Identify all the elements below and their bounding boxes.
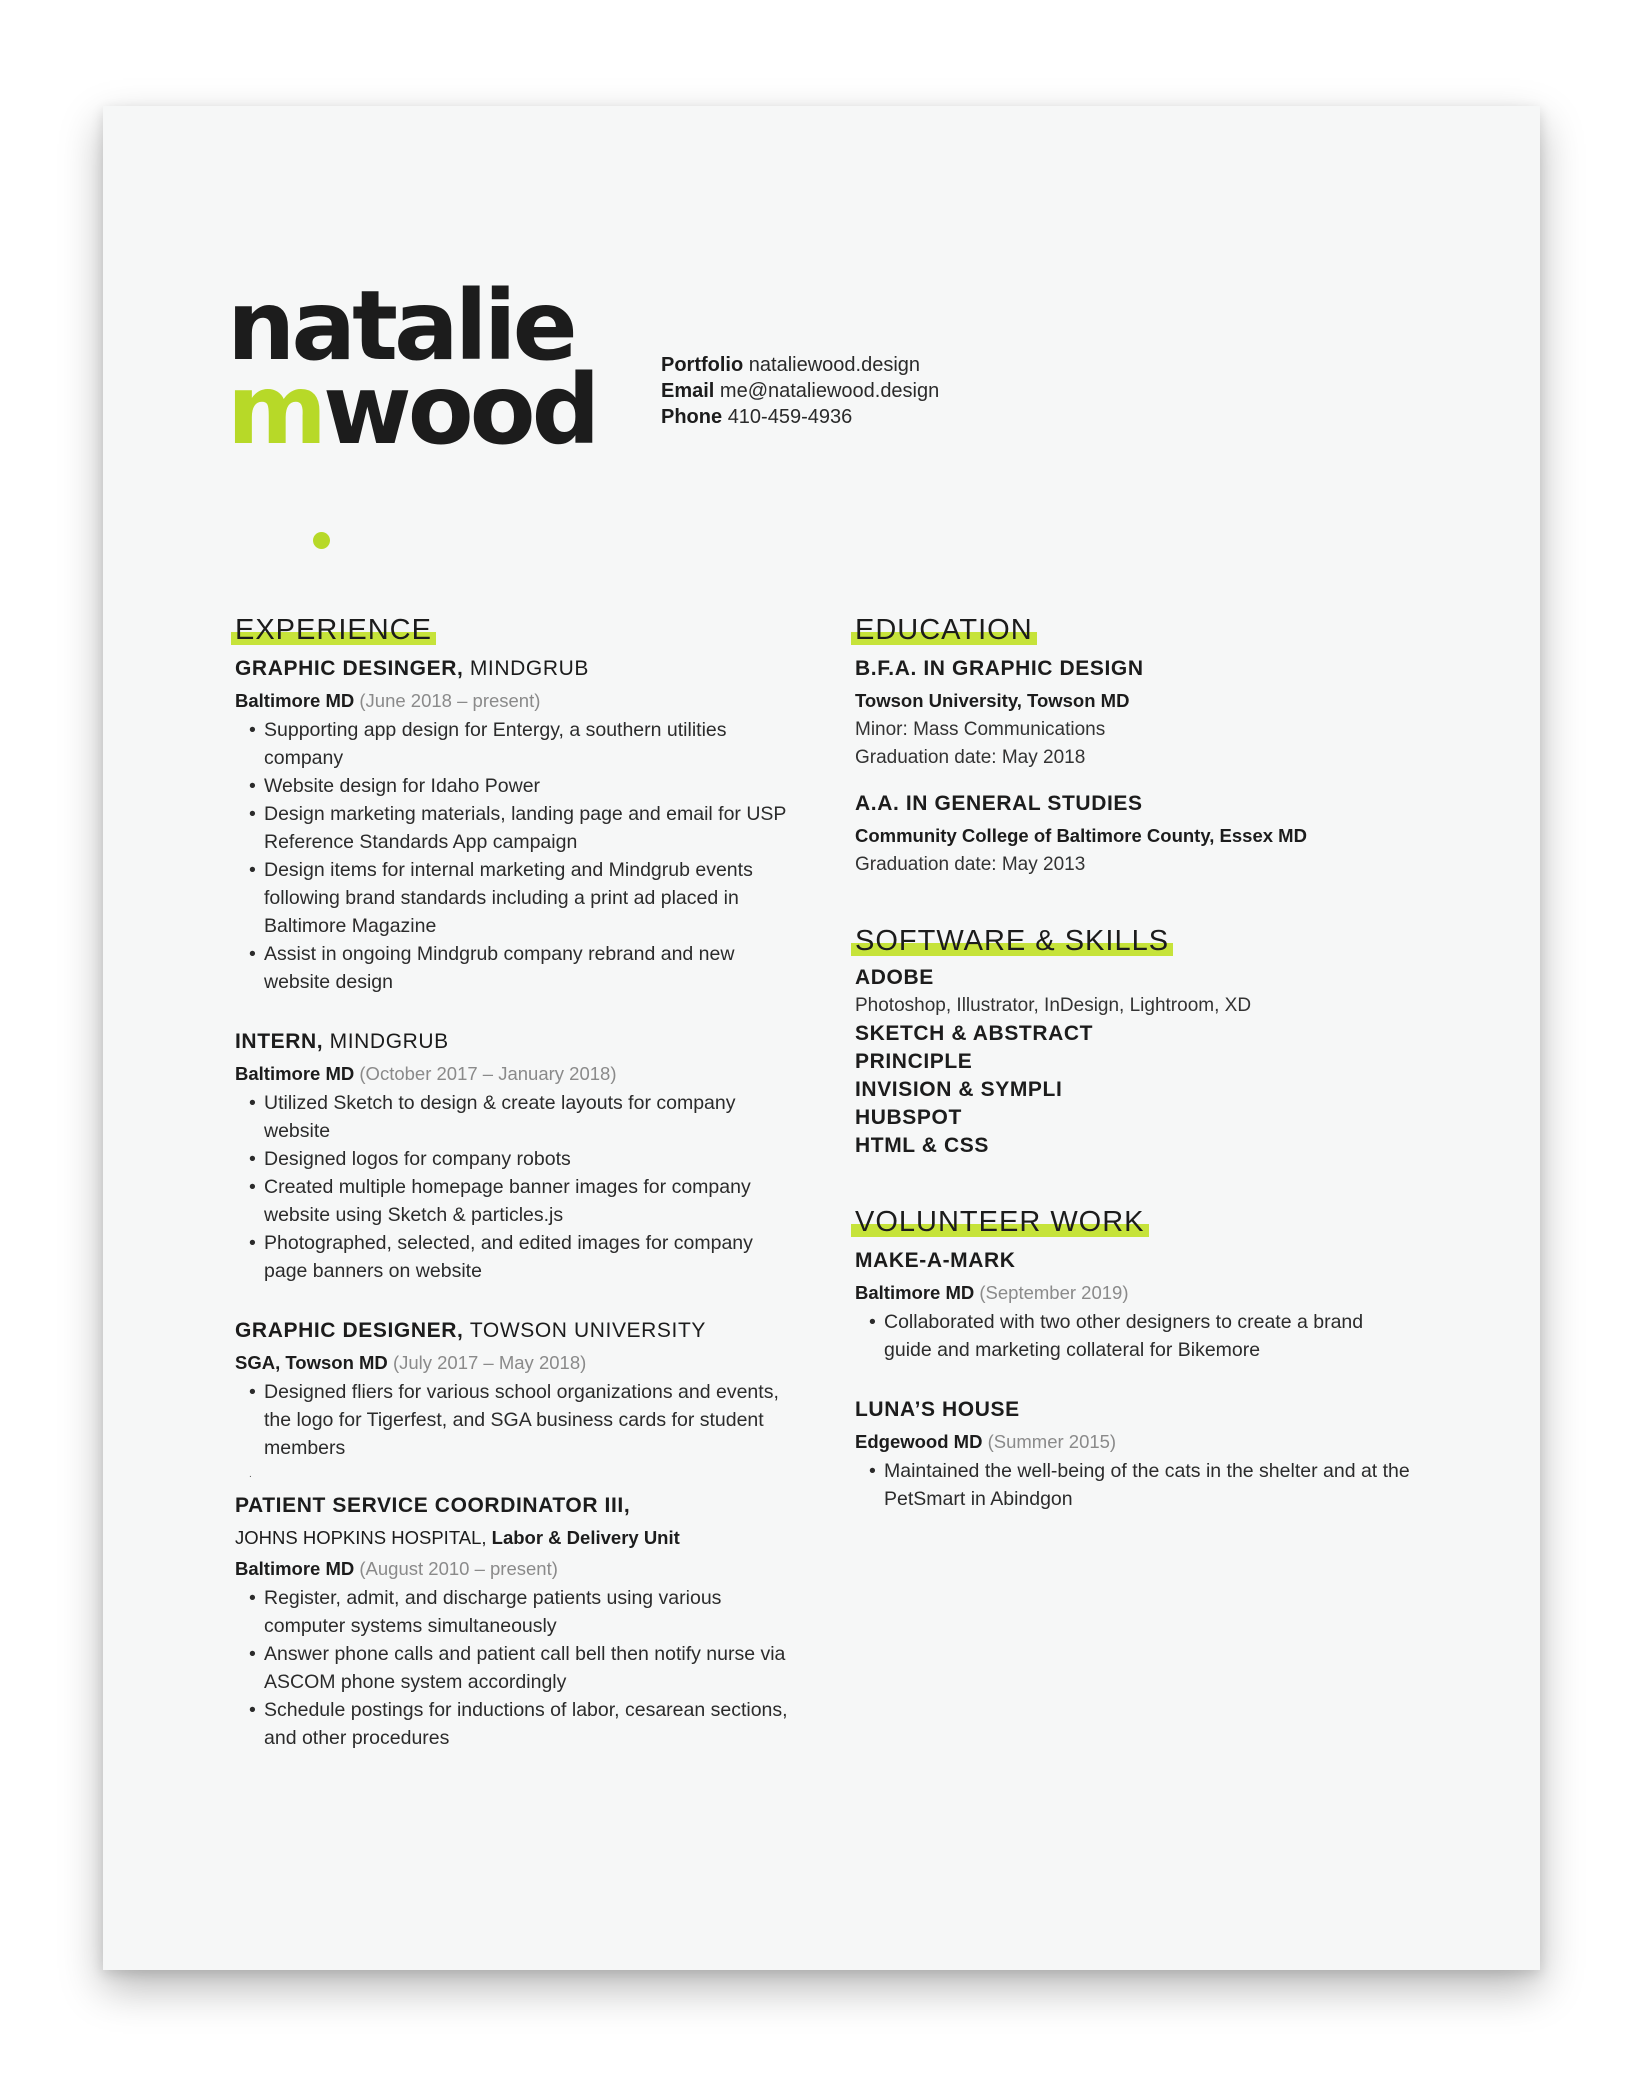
list-item: • Register, admit, and discharge patients using various computer systems simultaneously	[249, 1584, 795, 1640]
skill-heading: HTML & CSS	[855, 1134, 989, 1157]
education-detail: Minor: Mass Communications	[855, 719, 1106, 740]
skill-detail: Photoshop, Illustrator, InDesign, Lightroom, XD	[855, 995, 1252, 1016]
bullet-list	[855, 1457, 1415, 1513]
experience-entry	[235, 1490, 795, 1752]
list-item: • Created multiple homepage banner images for company website using Sketch & particles.js	[249, 1173, 795, 1229]
phone-link[interactable]: 410-459-4936	[727, 406, 853, 428]
job-department: Labor & Delivery Unit	[491, 1527, 680, 1548]
contact-phone	[661, 404, 939, 430]
email-link[interactable]: me@nataliewood.design	[719, 380, 940, 402]
skill-heading: HUBSPOT	[855, 1106, 962, 1129]
contact-label: Phone	[661, 406, 723, 428]
education-section	[855, 614, 1415, 879]
volunteer-entry	[855, 1394, 1415, 1513]
list-item: • Answer phone calls and patient call bell then notify nurse via ASCOM phone system accordingly	[249, 1640, 795, 1696]
experience-entry	[235, 653, 795, 996]
school-name: Towson University, Towson MD	[855, 690, 1130, 711]
contact-email	[661, 378, 939, 404]
job-dates: (July 2017 – May 2018)	[392, 1352, 587, 1373]
volunteer-name: MAKE-A-MARK	[855, 1249, 1016, 1272]
volunteer-name: LUNA’S HOUSE	[855, 1398, 1020, 1421]
list-item: • Utilized Sketch to design & create layouts for company website	[249, 1089, 795, 1145]
job-role: GRAPHIC DESINGER,	[235, 657, 464, 680]
education-entry	[855, 788, 1415, 879]
volunteer-dates: (Summer 2015)	[987, 1431, 1117, 1452]
list-item: • Design marketing materials, landing page and email for USP Reference Standards App campaign	[249, 800, 795, 856]
bullet-list	[235, 716, 795, 996]
education-detail: Graduation date: May 2018	[855, 747, 1086, 768]
section-title: EXPERIENCE	[231, 614, 436, 647]
experience-section	[235, 614, 795, 1752]
logo-accent-dot	[313, 532, 330, 549]
entry-employer	[235, 1522, 795, 1553]
volunteer-location: Baltimore MD	[855, 1282, 975, 1303]
job-dates: (June 2018 – present)	[359, 690, 541, 711]
contact-label: Email	[661, 380, 715, 402]
skill-heading: SKETCH & ABSTRACT	[855, 1022, 1094, 1045]
bullet-list	[235, 1378, 795, 1462]
list-item: • Website design for Idaho Power	[249, 772, 795, 800]
stray-mark: .	[249, 1469, 252, 1480]
job-org: MINDGRUB	[469, 657, 589, 680]
job-role: GRAPHIC DESIGNER,	[235, 1319, 464, 1342]
education-detail: Graduation date: May 2013	[855, 854, 1086, 875]
entry-subtitle	[855, 1277, 1415, 1308]
list-item: • Schedule postings for inductions of labor, cesarean sections, and other procedures	[249, 1696, 795, 1752]
skill-heading: PRINCIPLE	[855, 1050, 973, 1073]
entry-subtitle	[235, 1553, 795, 1584]
list-item: • Design items for internal marketing and Mindgrub events following brand standards including a print ad placed in Baltimore Magazine	[249, 856, 795, 940]
volunteer-location: Edgewood MD	[855, 1431, 983, 1452]
logo-first-name: natalie	[227, 270, 574, 382]
name-logo	[227, 270, 597, 466]
logo-middle-initial: m	[227, 354, 324, 466]
list-item: • Maintained the well-being of the cats in the shelter and at the PetSmart in Abindgon	[869, 1457, 1415, 1513]
job-location: Baltimore MD	[235, 690, 355, 711]
volunteer-dates: (September 2019)	[979, 1282, 1129, 1303]
education-entry	[855, 653, 1415, 772]
job-dates: (August 2010 – present)	[359, 1558, 558, 1579]
experience-entry	[235, 1026, 795, 1285]
portfolio-link[interactable]: nataliewood.design	[748, 354, 921, 376]
job-dates: (October 2017 – January 2018)	[359, 1063, 617, 1084]
job-org: JOHNS HOPKINS HOSPITAL,	[235, 1527, 487, 1548]
section-title: SOFTWARE & SKILLS	[851, 925, 1173, 958]
section-title: VOLUNTEER WORK	[851, 1206, 1149, 1239]
contact-portfolio	[661, 352, 939, 378]
list-item: • Assist in ongoing Mindgrub company rebrand and new website design	[249, 940, 795, 996]
entry-subtitle	[235, 1347, 795, 1378]
degree-title: A.A. IN GENERAL STUDIES	[855, 792, 1143, 815]
list-item: • Supporting app design for Entergy, a southern utilities company	[249, 716, 795, 772]
volunteer-section	[855, 1206, 1415, 1513]
degree-title: B.F.A. IN GRAPHIC DESIGN	[855, 657, 1144, 680]
skill-heading: ADOBE	[855, 966, 934, 989]
bullet-list	[235, 1089, 795, 1285]
school-name: Community College of Baltimore County, Essex MD	[855, 825, 1307, 846]
volunteer-entry	[855, 1245, 1415, 1364]
entry-subtitle	[235, 1058, 795, 1089]
bullet-list	[235, 1584, 795, 1752]
list-item: • Designed logos for company robots	[249, 1145, 795, 1173]
entry-subtitle	[235, 685, 795, 716]
list-item: • Designed fliers for various school organizations and events, the logo for Tigerfest, and SGA business cards for student members	[249, 1378, 795, 1462]
contact-block	[661, 352, 939, 430]
entry-title	[235, 1315, 795, 1347]
bullet-list	[855, 1308, 1415, 1364]
list-item: • Collaborated with two other designers to create a brand guide and marketing collateral for Bikemore	[869, 1308, 1415, 1364]
experience-entry	[235, 1315, 795, 1462]
job-org: MINDGRUB	[329, 1030, 449, 1053]
skill-heading: INVISION & SYMPLI	[855, 1078, 1063, 1101]
list-item: • Photographed, selected, and edited images for company page banners on website	[249, 1229, 795, 1285]
skills-section	[855, 925, 1415, 1160]
resume-page	[103, 106, 1540, 1970]
job-role: INTERN,	[235, 1030, 324, 1053]
entry-title	[235, 1026, 795, 1058]
contact-label: Portfolio	[661, 354, 744, 376]
entry-title	[235, 653, 795, 685]
entry-title: PATIENT SERVICE COORDINATOR III,	[235, 1494, 631, 1517]
right-column	[855, 614, 1415, 1559]
job-location: Baltimore MD	[235, 1558, 355, 1579]
left-column	[235, 614, 795, 1798]
logo-surname: wood	[323, 354, 597, 466]
section-title: EDUCATION	[851, 614, 1037, 647]
entry-subtitle	[855, 1426, 1415, 1457]
job-location: Baltimore MD	[235, 1063, 355, 1084]
job-org: TOWSON UNIVERSITY	[469, 1319, 707, 1342]
job-location: SGA, Towson MD	[235, 1352, 388, 1373]
logo-last-name	[227, 354, 597, 466]
